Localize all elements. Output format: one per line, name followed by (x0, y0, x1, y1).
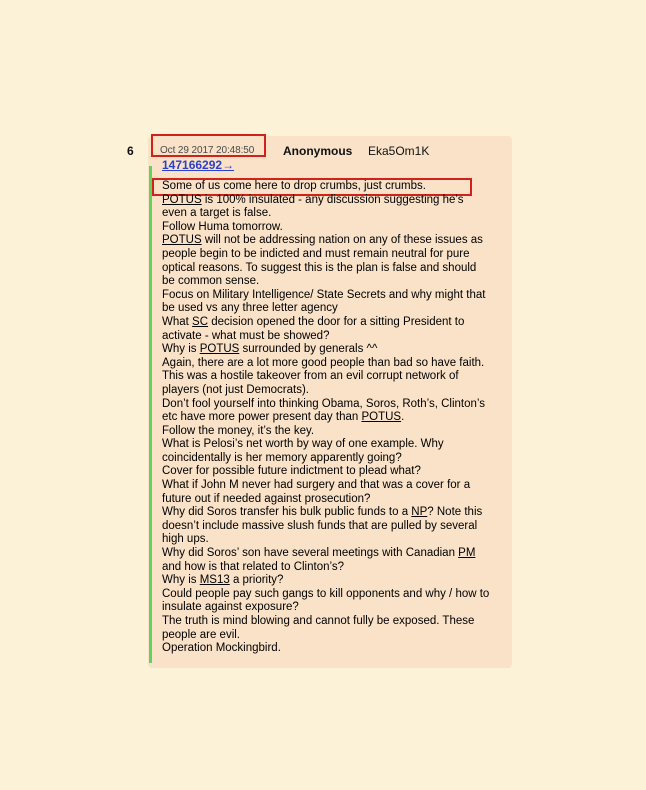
body-text: insulate against exposure? (162, 601, 299, 614)
post-body-line (162, 330, 507, 344)
post-body-line (162, 234, 507, 248)
post-body-line (162, 574, 507, 588)
post-body-line (162, 615, 507, 629)
post-body-line (162, 561, 507, 575)
post-body-line (162, 384, 507, 398)
underlined-term-link[interactable]: NP (411, 506, 428, 519)
post-body-line (162, 316, 507, 330)
post-body-line (162, 533, 507, 547)
post-body-line (162, 275, 507, 289)
post-body-line (162, 248, 507, 262)
post-body-line (162, 221, 507, 235)
post-body-line (162, 601, 507, 615)
body-text: coincidentally is her memory apparently going? (162, 451, 402, 464)
body-text: will not be addressing nation on any of these issues as (201, 234, 483, 247)
post-body-line (162, 194, 507, 208)
post-body-line (162, 493, 507, 507)
underlined-term-link[interactable]: POTUS (162, 234, 202, 247)
body-text: people begin to be indicted and must remain neutral for pure (162, 247, 470, 260)
body-text: Don’t fool yourself into thinking Obama, Soros, Roth’s, Clinton’s (162, 397, 486, 410)
post-body-line (162, 289, 507, 303)
post-date: Oct 29 2017 20:48:50 (160, 145, 255, 156)
body-text: be used vs any three letter agency (162, 302, 338, 315)
underlined-term-link[interactable]: SC (192, 315, 209, 328)
body-text: Some of us come here to drop crumbs, just crumbs. (162, 180, 426, 192)
body-text: Cover for possible future indictment to plead what? (162, 465, 421, 478)
body-text: activate - what must be showed? (162, 329, 330, 342)
post-body-line (162, 438, 507, 452)
body-text: high ups. (162, 533, 209, 546)
post-body-line (162, 465, 507, 479)
body-text: be common sense. (162, 275, 260, 288)
post-accent-bar (149, 166, 152, 663)
body-text: Why is (162, 574, 200, 587)
post-body-line (162, 262, 507, 276)
post-body-line (162, 357, 507, 371)
post-body-line (162, 411, 507, 425)
body-text: Why is (162, 343, 200, 356)
post-body-line (162, 642, 507, 656)
post-body-line (162, 343, 507, 357)
body-text: people are evil. (162, 628, 240, 641)
underlined-term-link[interactable]: POTUS (361, 411, 402, 424)
post-body-line (162, 398, 507, 412)
body-text: doesn’t include massive slush funds that are pulled by several (162, 519, 478, 532)
post-body-line (162, 425, 507, 439)
body-text: What if John M never had surgery and that was a cover for a (162, 479, 471, 492)
post-body-line (162, 588, 507, 602)
body-text: Again, there are a lot more good people than bad so have faith. (162, 356, 485, 369)
post-body-line (162, 506, 507, 520)
body-text: players (not just Democrats). (162, 383, 309, 396)
post-body-line (162, 520, 507, 534)
reply-link[interactable]: 147166292→ (162, 158, 235, 172)
body-text: optical reasons. To suggest this is the plan is false and should (162, 261, 477, 274)
underlined-term-link[interactable]: POTUS (162, 193, 202, 206)
post-body-line (162, 629, 507, 643)
post-body-line (162, 479, 507, 493)
body-text: Follow the money, it’s the key. (162, 424, 315, 437)
body-text: and how is that related to Clinton’s? (162, 560, 344, 573)
body-text: even a target is false. (162, 207, 272, 220)
underlined-term-link[interactable]: POTUS (199, 343, 240, 356)
body-text: etc have more power present day than (162, 411, 362, 424)
post-body-line (162, 370, 507, 384)
body-text: Why did Soros’ son have several meetings with Canadian (162, 547, 459, 560)
body-text: . (401, 411, 405, 424)
post-id: Eka5Om1K (368, 144, 430, 158)
post-body-line (162, 180, 507, 194)
body-text: is 100% insulated - any discussion suggesting he’s (201, 193, 464, 206)
post-body-line (162, 547, 507, 561)
body-text: What is Pelosi’s net worth by way of one example. Why (162, 438, 444, 451)
body-text: The truth is mind blowing and cannot fully be exposed. These (162, 615, 475, 627)
body-text: Follow Huma tomorrow. (162, 220, 283, 233)
body-text: Could people pay such gangs to kill opponents and why / how to (162, 587, 490, 600)
body-text: What (162, 315, 193, 328)
body-text: decision opened the door for a sitting President to (208, 315, 465, 328)
body-text: This was a hostile takeover from an evil corrupt network of (162, 370, 459, 383)
post-body-line (162, 207, 507, 221)
body-text: ? Note this (427, 506, 483, 519)
post-body-line (162, 302, 507, 316)
post-number: 6 (127, 144, 134, 158)
underlined-term-link[interactable]: PM (458, 547, 476, 560)
body-text: Focus on Military Intelligence/ State Secrets and why might that (162, 288, 486, 301)
post-body (162, 180, 507, 656)
body-text: Operation Mockingbird. (162, 642, 281, 655)
underlined-term-link[interactable]: MS13 (199, 574, 230, 587)
post-author: Anonymous (283, 144, 353, 158)
body-text: Why did Soros transfer his bulk public funds to a (162, 506, 412, 519)
body-text: a priority? (229, 574, 284, 587)
post-body-line (162, 452, 507, 466)
body-text: future out if needed against prosecution? (162, 492, 371, 505)
body-text: surrounded by generals ^^ (239, 343, 378, 356)
